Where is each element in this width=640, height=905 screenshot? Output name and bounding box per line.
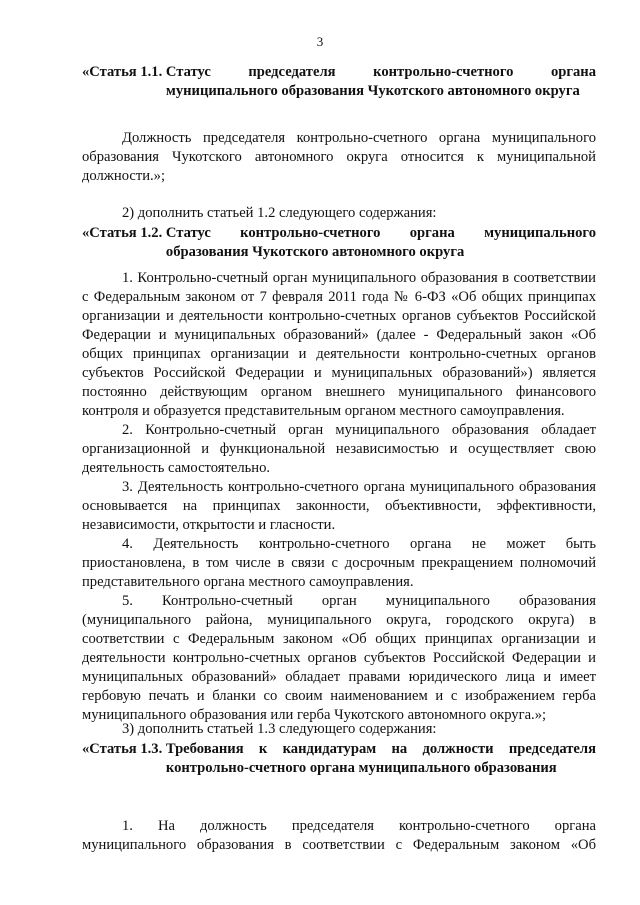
- article-1-3-paragraph: 1. На должность председателя контрольно-счетного органа муниципального образования в соответствии с Федеральным законом «Об: [82, 818, 596, 853]
- article-1-3-number: «Статья 1.3.: [82, 741, 166, 757]
- article-1-3-title: Требования к кандидатурам на должности председателя контрольно-счетного органа муниципального образования: [165, 741, 596, 776]
- article-1-3-heading: [82, 740, 596, 778]
- article-1-2-title: Статус контрольно-счетного органа муниципального образования Чукотского автономного округа: [165, 225, 596, 260]
- article-1-1-number: «Статья 1.1.: [82, 64, 166, 80]
- article-1-2-paragraph: 1. Контрольно-счетный орган муниципального образования в соответствии с Федеральным законом от 7 февраля 2011 года № 6-ФЗ «Об общих принципах организации и деятельности контрольно-счетных органов субъектов Российской Федерации и муниципальных образований» (далее - Федеральный закон «Об общих принципах организации и деятельности контрольно-счетных органов субъектов Российской Федерации и муниципальных образований») является постоянно действующим органом внешнего муниципального финансового контроля и образуется представительным органом местного самоуправления.: [82, 270, 596, 419]
- page-number: 3: [316, 34, 324, 49]
- article-1-2-number: «Статья 1.2.: [82, 225, 166, 241]
- article-1-1-title: Статус председателя контрольно-счетного органа муниципального образования Чукотского автономного округа: [165, 64, 596, 99]
- amendment-item-2: 2) дополнить статьей 1.2 следующего содержания:: [122, 205, 437, 221]
- amendment-item-3: 3) дополнить статьей 1.3 следующего содержания:: [122, 721, 437, 737]
- article-1-2-paragraph: 3. Деятельность контрольно-счетного органа муниципального образования основывается на принципах законности, объективности, эффективности, независимости, открытости и гласности.: [82, 479, 596, 533]
- article-1-2-body: [82, 269, 596, 725]
- article-1-2-paragraph: 4. Деятельность контрольно-счетного органа не может быть приостановлена, в том числе в связи с досрочным прекращением полномочий представительного органа местного самоуправления.: [82, 536, 596, 590]
- article-1-1-text: Должность председателя контрольно-счетного органа муниципального образования Чукотского автономного округа относится к муниципальной должности.»;: [82, 130, 596, 184]
- article-1-2-paragraph: 2. Контрольно-счетный орган муниципального образования обладает организационной и функциональной независимостью и осуществляет свою деятельность самостоятельно.: [82, 422, 596, 476]
- article-1-2-heading: [82, 224, 596, 262]
- article-1-2-paragraph: 5. Контрольно-счетный орган муниципального образования (муниципального района, муниципального округа, городского округа) в соответствии с Федеральным законом «Об общих принципах организации и деятельности контрольно-счетных органов субъектов Российской Федерации и муниципальных образований» обладает правами юридического лица и имеет гербовую печать и бланки со своим наименованием и с изображением герба муниципального образования или герба Чукотского автономного округа.»;: [82, 593, 596, 723]
- article-1-1-heading: [82, 63, 596, 101]
